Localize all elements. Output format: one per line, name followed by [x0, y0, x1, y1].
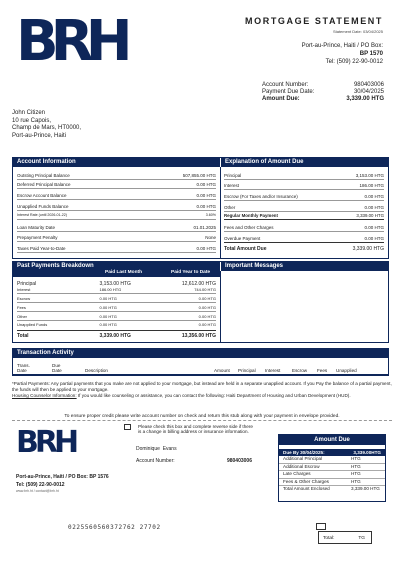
row-deferred-principal: Deferred Principal Balance 0.00 HTG: [17, 182, 216, 187]
col-trans-date: Trans. Date: [17, 363, 30, 373]
explanation-title: Explanation of Amount Due: [220, 158, 388, 167]
col-interest: Interest: [265, 368, 281, 373]
transaction-activity-section: [12, 348, 389, 376]
col-unapplied: Unapplied: [336, 368, 357, 373]
housing-counselor-note: Housing Counselor Information: If you would like counseling or assistance, you can contact the following: Haiti Department of Housing and Urban Development (HUD).: [12, 393, 351, 398]
total-enclosed-field[interactable]: Total: TG: [318, 531, 372, 544]
pp-row-unapplied: Unapplied Funds 0.00 HTG 0.00 HTG: [17, 322, 216, 327]
col-principal: Principal: [238, 368, 256, 373]
due-row-additional-escrow: Additional Escrow HTG: [279, 464, 385, 472]
past-payments-rows: [13, 277, 220, 342]
bank-address: Port-au-Prince, Haiti / PO Box: BP 1570 Tel: (509) 22-90-0012: [301, 43, 383, 65]
account-information-title: Account Information: [13, 158, 220, 167]
row-interest-rate: Interest Rate (until 2026-01-22) 3.60%: [17, 213, 216, 217]
recipient-address: John Citizen 10 rue Capois, Champ de Mars, HT0000, Port-au-Prince, Haiti: [12, 110, 82, 139]
due-row-fees: Fees & Other Charges HTG: [279, 479, 385, 487]
row-interest: Interest 186.00 HTG: [224, 183, 384, 188]
statement-title: MORTGAGE STATEMENT: [245, 16, 383, 26]
enclosed-checkbox[interactable]: [316, 523, 326, 530]
explanation-rows: [220, 168, 388, 258]
due-row-total-enclosed: Total Amount Enclosed 3,339.00 HTG: [283, 486, 380, 492]
address-change-text: Please check this box and complete reverse side if there is a change in billing address or insurance information.: [138, 424, 253, 434]
col-escrow: Escrow: [292, 368, 308, 373]
past-payments-header: Past Payments Breakdown Paid Last Month Paid Year to Date: [13, 262, 220, 277]
col-due-date: Due Date: [52, 363, 62, 373]
pp-row-interest: Interest 186.00 HTG 744.00 HTG: [17, 287, 216, 292]
row-regular-payment: Regular Monthly Payment 3,339.00 HTG: [224, 213, 384, 218]
important-messages-title: Important Messages: [220, 262, 388, 271]
row-loan-maturity: Loan Maturity Date 01.01.2025: [17, 225, 216, 230]
col-description: Description: [85, 368, 108, 373]
pp-row-total: Total 3,339.00 HTG 13,356.00 HTG: [17, 333, 216, 339]
statement-date: Statement Date: 03/04/2025: [332, 29, 383, 34]
col-fees: Fees: [317, 368, 328, 373]
pp-row-principal: Principal 3,153.00 HTG 12,612.00 HTG: [17, 281, 216, 287]
brh-logo: [16, 9, 125, 74]
stub-brh-logo: [16, 425, 76, 460]
row-other: Other 0.00 HTG: [224, 205, 384, 210]
row-prepayment-penalty: Prepayment Penalty None: [17, 235, 216, 240]
row-outstanding-principal: Outsting Principal Balance 507,855.00 HTG: [17, 173, 216, 178]
row-escrow: Escrow (For Taxes and/or Insurance) 0.00 HTG: [224, 194, 384, 199]
account-info-rows: [13, 168, 220, 258]
svg-text:BRH: BRH: [16, 425, 76, 460]
transaction-activity-title: Transaction Activity: [13, 349, 388, 358]
row-principal: Principal 3,153.00 HTG: [224, 173, 384, 178]
pp-row-escrow: Escrow 0.00 HTG 0.00 HTG: [17, 296, 216, 301]
row-escrow-balance: Escrow Account Balance 0.00 HTG: [17, 193, 216, 198]
account-information-section: [12, 157, 389, 259]
micr-line: 0225560560372762 27702: [68, 524, 161, 531]
amount-due-box: [278, 434, 386, 502]
account-summary: Account Number: 980403006 Payment Due Date: 30/04/2025 Amount Due: 3,339.00 HTG: [262, 82, 384, 102]
due-by-row: Due By 30/04/2025: 3,339.00HTG: [279, 449, 385, 456]
row-overdue: Overdue Payment 0.00 HTG: [224, 236, 384, 241]
stub-cut-line: [12, 420, 392, 421]
due-row-additional-principal: Additional Principal HTG: [279, 456, 385, 464]
address-change-checkbox[interactable]: [124, 424, 131, 430]
pp-row-other: Other 0.00 HTG 0.00 HTG: [17, 314, 216, 319]
partial-payments-note: *Partial Payments: Any partial payments that you make are not applied to your mortgage, but instead are held in a separate unapplied account. If you Pay the balance of a partial payment, the funds will then be applied to your mortgage.: [12, 381, 392, 392]
return-stub-note: To ensure proper credit please write account number on check and return this stub along with your payment in envelope provided.: [64, 414, 340, 419]
col-amount: Amount: [214, 368, 230, 373]
due-row-late-charges: Late Charges HTG: [279, 471, 385, 479]
row-fees: Fees and Other Charges 0.00 HTG: [224, 225, 384, 230]
row-taxes-paid: Taxes Paid Year-to-Date 0.00 HTG: [17, 246, 216, 251]
row-total-due: Total Amount Due 3,339.00 HTG: [224, 246, 384, 252]
logo-text: BRH: [16, 9, 125, 74]
pp-row-fees: Fees 0.00 HTG 0.00 HTG: [17, 305, 216, 310]
stub-account-number: Account Number: 980403006: [136, 458, 252, 464]
stub-bank-address: Port-au-Prince, Haiti / PO Box: BP 1576 Tel: (509) 22-90-0012 www.brh.ht / contact@brh.ht: [16, 474, 109, 493]
row-unapplied-funds: Unapplied Funds Balance 0.00 HTG: [17, 204, 216, 209]
amount-due-title: Amount Due: [279, 435, 385, 445]
past-payments-section: [12, 261, 389, 343]
stub-name: Dominique Evans: [136, 446, 177, 452]
